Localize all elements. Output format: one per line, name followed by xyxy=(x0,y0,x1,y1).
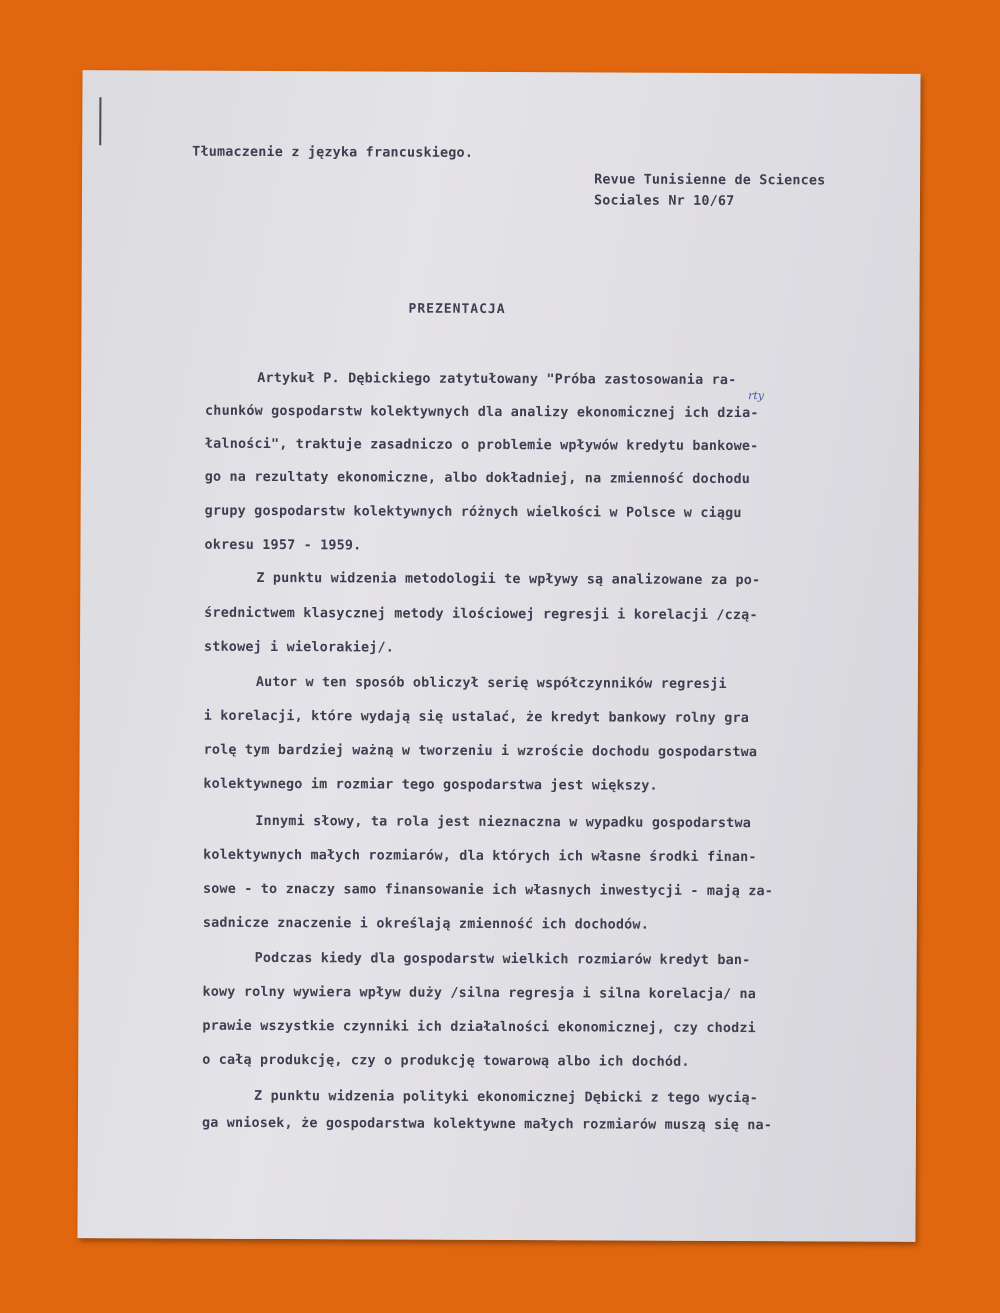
text-line: średnictwem klasycznej metody ilościowej regresji i korelacji /czą- xyxy=(204,605,758,624)
source-line-2: Sociales Nr 10/67 xyxy=(593,193,735,210)
text-line: stkowej i wielorakiej/. xyxy=(204,639,395,656)
text-line: rolę tym bardziej ważną w tworzeniu i wzroście dochodu gospodarstwa xyxy=(203,742,758,761)
header-translation-note: Tłumaczenie z języka francuskiego. xyxy=(192,144,474,161)
text-line: Podczas kiedy dla gospodarstw wielkich rozmiarów kredyt ban- xyxy=(254,950,751,969)
text-line: Z punktu widzenia polityki ekonomicznej Dębicki z tego wycią- xyxy=(254,1088,759,1107)
text-line: łalności", traktuje zasadniczo o problemie wpływów kredytu bankowe- xyxy=(204,436,759,455)
text-line: grupy gospodarstw kolektywnych różnych wielkości w Polsce w ciągu xyxy=(204,503,742,522)
source-line-1: Revue Tunisienne de Sciences xyxy=(594,172,826,189)
page-title: PREZENTACJA xyxy=(408,301,506,318)
text-line: sadnicze znaczenie i określają zmienność ich dochodów. xyxy=(202,915,650,933)
text-line: okresu 1957 - 1959. xyxy=(204,537,362,554)
text-line: Z punktu widzenia metodologii te wpływy są analizowane za po- xyxy=(256,570,761,589)
text-line: o całą produkcję, czy o produkcję towarową albo ich dochód. xyxy=(202,1052,690,1070)
text-line: go na rezultaty ekonomiczne, albo dokładniej, na zmienność dochodu xyxy=(204,469,751,488)
text-line: Artykuł P. Dębickiego zatytułowany "Próba zastosowania ra- xyxy=(257,370,737,389)
text-line: kolektywnych małych rozmiarów, dla których ich własne środki finan- xyxy=(203,847,757,866)
text-line: sowe - to znaczy samo finansowanie ich własnych inwestycji - mają za- xyxy=(202,881,774,900)
text-line: prawie wszystkie czynniki ich działalności ekonomicznej, czy chodzi xyxy=(202,1018,756,1037)
handwritten-correction: rty xyxy=(748,389,765,403)
text-line: i korelacji, które wydają się ustalać, że kredyt bankowy rolny gra xyxy=(203,708,750,727)
text-line: ga wniosek, że gospodarstwa kolektywne małych rozmiarów muszą się na- xyxy=(201,1115,773,1134)
document-page xyxy=(77,70,920,1242)
margin-mark xyxy=(99,97,101,145)
text-line: Autor w ten sposób obliczył serię współczynników regresji xyxy=(255,674,727,692)
text-line: kolektywnego im rozmiar tego gospodarstwa jest większy. xyxy=(203,776,658,794)
text-line: kowy rolny wywiera wpływ duży /silna regresja i silna korelacja/ na xyxy=(202,984,757,1003)
text-line: chunków gospodarstw kolektywnych dla analizy ekonomicznej ich dzia- xyxy=(205,403,759,422)
text-line: Innymi słowy, ta rola jest nieznaczna w wypadku gospodarstwa xyxy=(255,813,752,832)
